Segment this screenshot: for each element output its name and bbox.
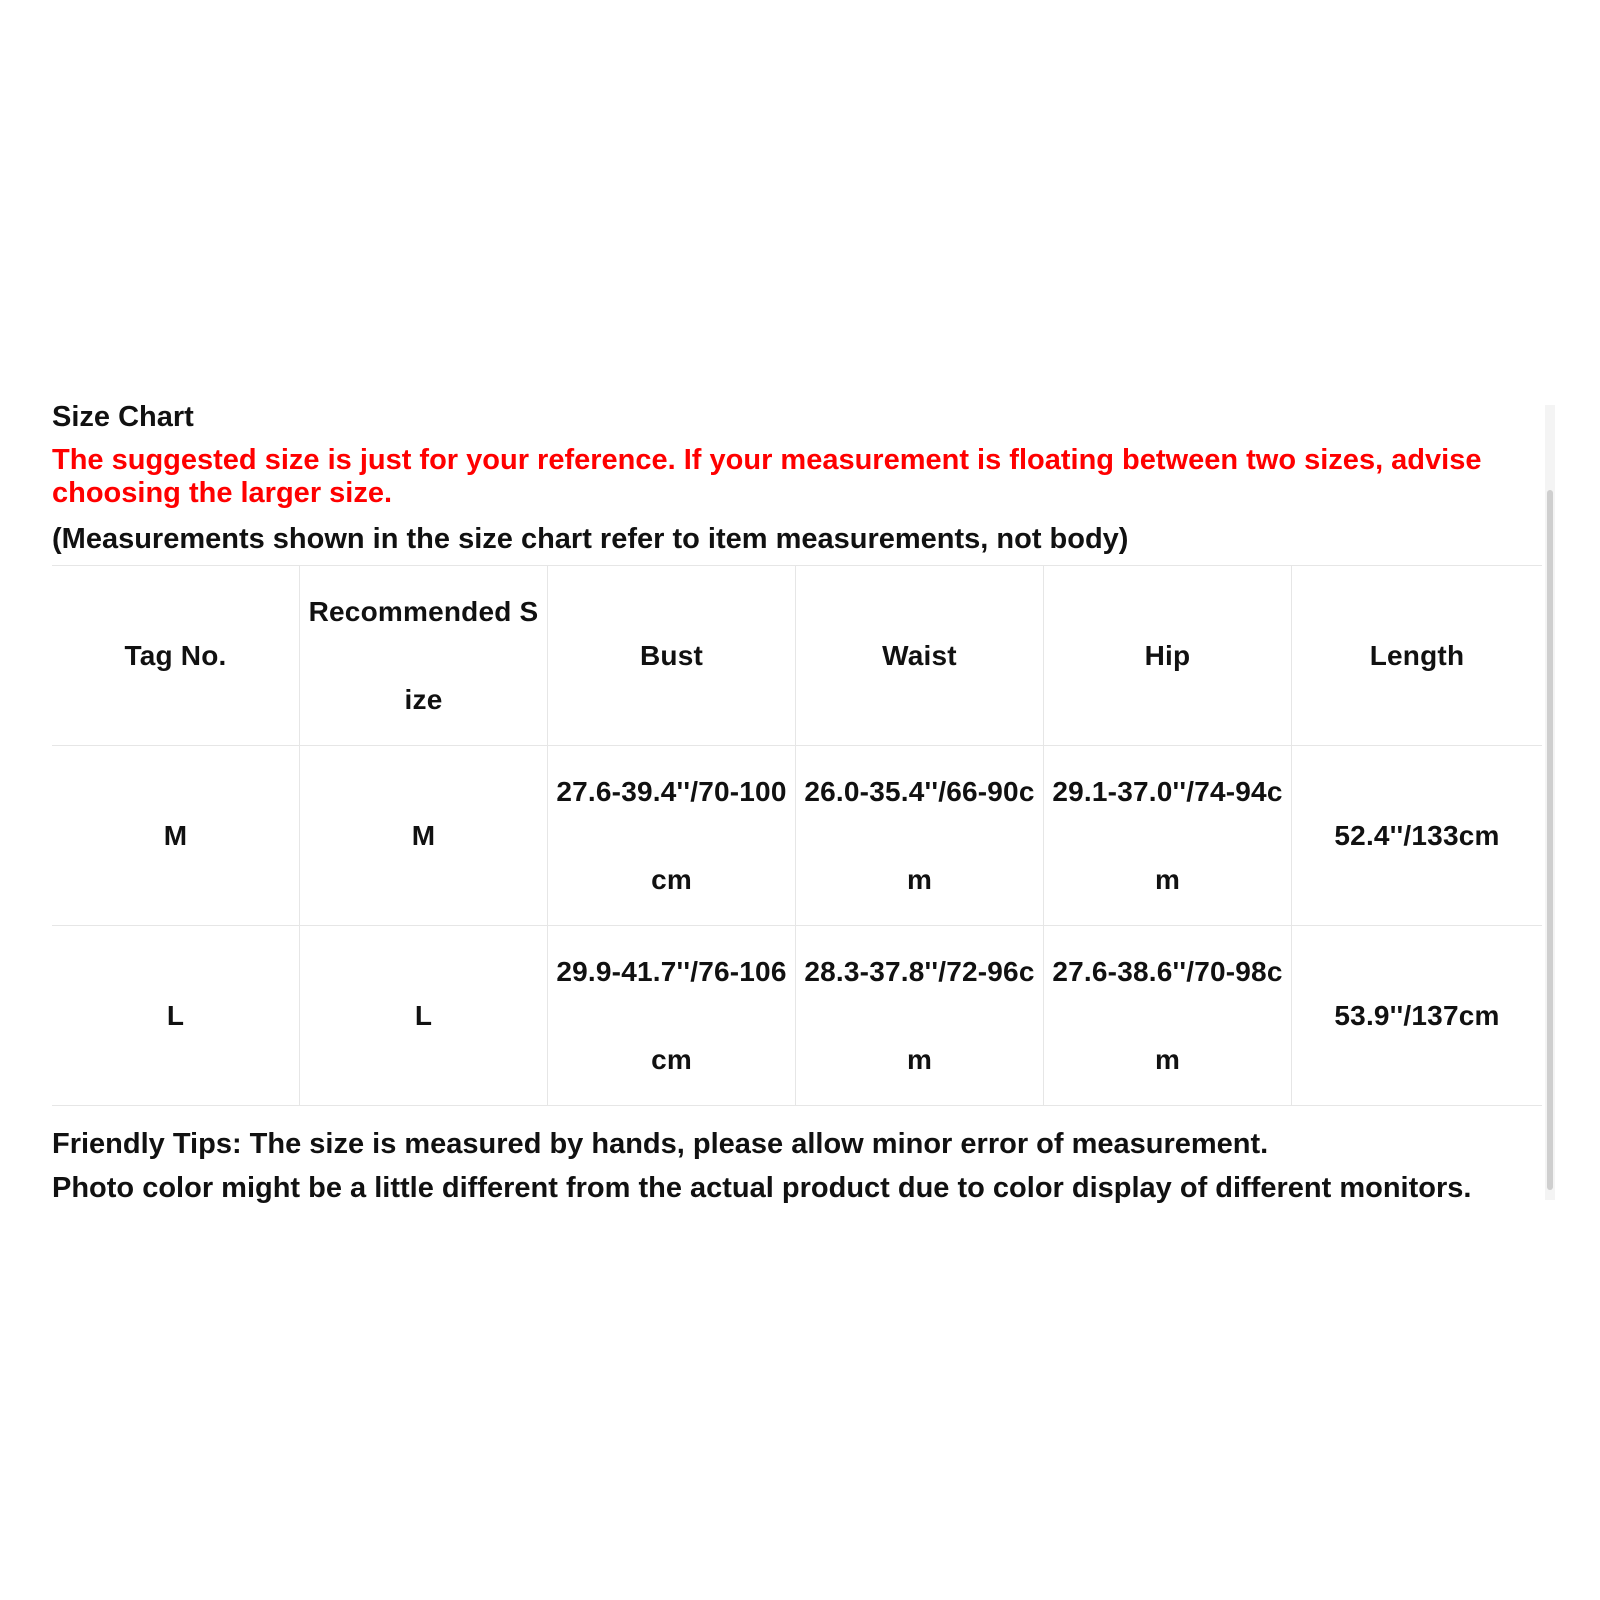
tag-no-cell: L <box>52 926 300 1105</box>
bust-cell: 27.6-39.4''/70-100 cm <box>548 746 796 925</box>
size-chart-panel <box>52 400 1552 1204</box>
tip-color: Photo color might be a little different from the actual product due to color display of different monitors. <box>52 1172 1472 1204</box>
hip-cell: 29.1-37.0''/74-94c m <box>1044 746 1292 925</box>
vertical-scrollbar[interactable] <box>1545 405 1555 1200</box>
length-cell: 53.9''/137cm <box>1334 999 1500 1031</box>
page-title: Size Chart <box>52 401 194 433</box>
waist-cell: 28.3-37.8''/72-96c m <box>796 926 1044 1105</box>
measurement-note: (Measurements shown in the size chart refer to item measurements, not body) <box>52 523 1129 555</box>
recommended-size-cell: L <box>300 926 548 1105</box>
size-table <box>52 565 1542 1106</box>
friendly-tips <box>52 1122 1471 1210</box>
tip-measurement: Friendly Tips: The size is measured by hands, please allow minor error of measurement. <box>52 1128 1269 1160</box>
header-waist: Waist <box>796 566 1044 745</box>
header-bust: Bust <box>548 566 796 745</box>
header-tag-no: Tag No. <box>52 566 300 745</box>
table-row <box>52 746 1542 926</box>
length-cell: 52.4''/133cm <box>1334 819 1500 851</box>
header-hip: Hip <box>1044 566 1292 745</box>
tag-no-cell: M <box>52 746 300 925</box>
header-recommended-size-line-1: Recommended S <box>308 595 539 627</box>
table-row <box>52 926 1542 1106</box>
header-recommended-size <box>300 566 548 745</box>
header-recommended-size-line-2: ize <box>404 683 443 715</box>
table-header-row <box>52 566 1542 746</box>
waist-cell: 26.0-35.4''/66-90c m <box>796 746 1044 925</box>
hip-cell: 27.6-38.6''/70-98c m <box>1044 926 1292 1105</box>
scrollbar-thumb[interactable] <box>1547 490 1553 1190</box>
header-length: Length <box>1369 639 1465 671</box>
recommended-size-cell: M <box>300 746 548 925</box>
bust-cell: 29.9-41.7''/76-106 cm <box>548 926 796 1105</box>
size-notice: The suggested size is just for your reference. If your measurement is floating between two sizes, advise choosing the larger size. <box>52 444 1482 509</box>
